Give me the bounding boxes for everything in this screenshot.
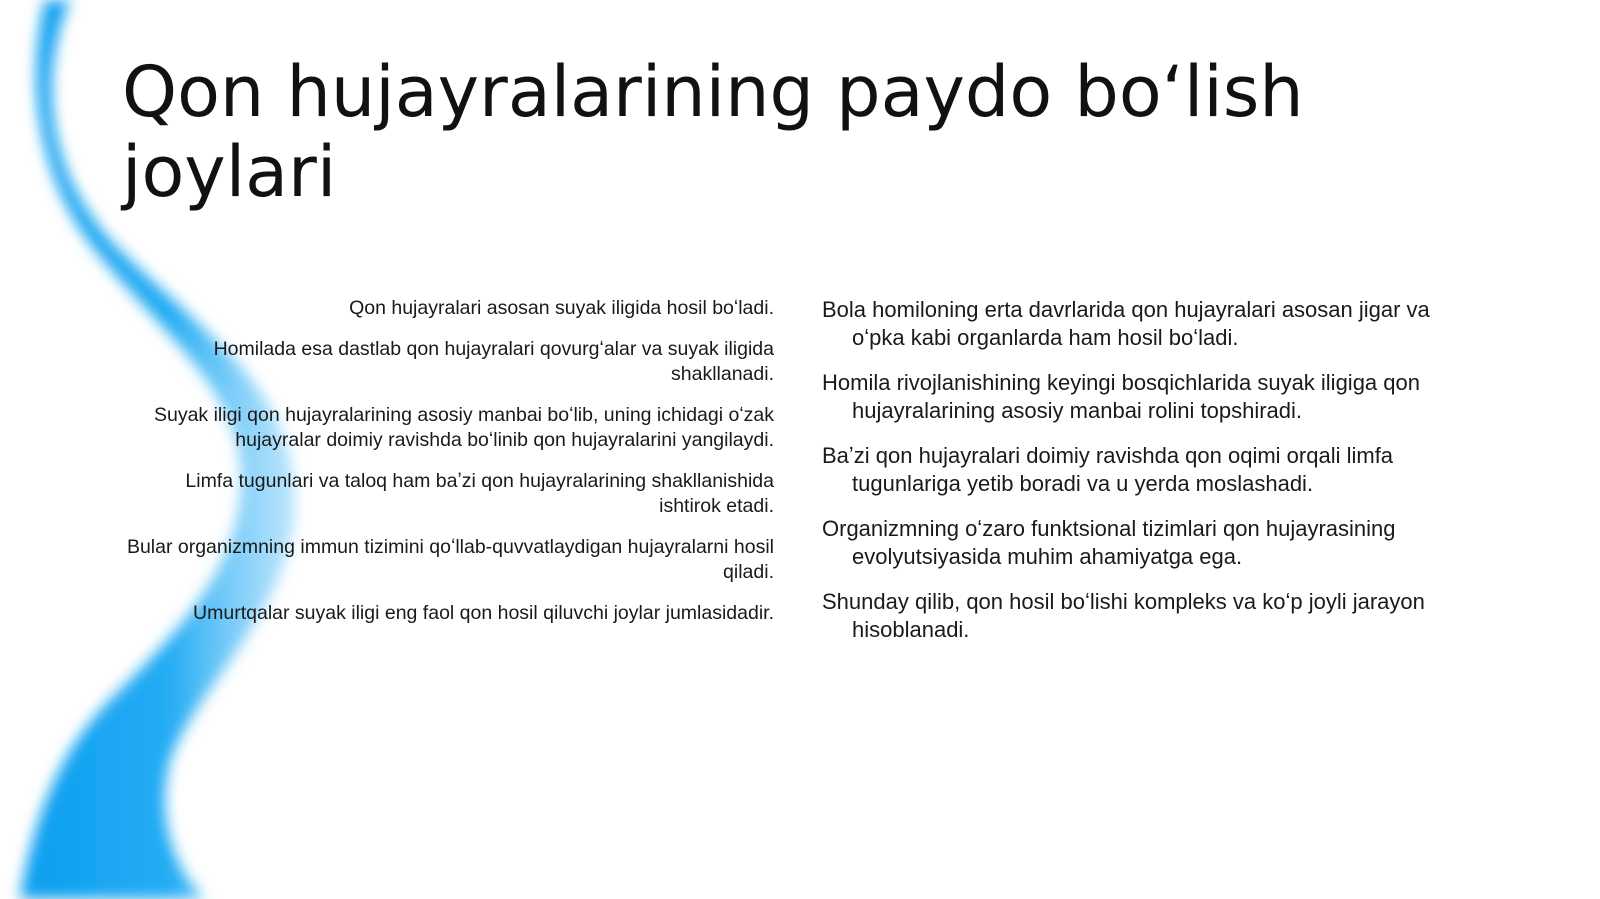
right-paragraph-1: Bola homiloning erta davrlarida qon hujayralari asosan jigar va oʻpka kabi organlarda ham hosil boʻladi.: [822, 297, 1430, 350]
left-paragraph-2: Homilada esa dastlab qon hujayralari qovurgʻalar va suyak iligida shakllanadi.: [213, 338, 774, 385]
left-paragraph-4: Limfa tugunlari va taloq ham baʼzi qon hujayralarining shakllanishida ishtirok etadi.: [185, 470, 774, 517]
left-paragraph-5: Bular organizmning immun tizimini qoʻllab-quvvatlaydigan hujayralarni hosil qiladi.: [126, 536, 774, 583]
left-paragraph-6: Umurtqalar suyak iligi eng faol qon hosil qiluvchi joylar jumlasidadir.: [193, 602, 774, 624]
right-paragraph-4: Organizmning oʻzaro funktsional tizimlari qon hujayrasining evolyutsiyasida muhim ahamiyatga ega.: [822, 516, 1396, 569]
right-paragraph-2: Homila rivojlanishining keyingi bosqichlarida suyak iligiga qon hujayralarining asosiy manbai rolini topshiradi.: [822, 370, 1420, 423]
left-paragraph-1: Qon hujayralari asosan suyak iligida hosil boʻladi.: [349, 297, 774, 319]
left-paragraph-3: Suyak iligi qon hujayralarining asosiy manbai boʻlib, uning ichidagi oʻzak hujayralar doimiy ravishda boʻlinib qon hujayralarini yangilaydi.: [153, 404, 774, 451]
right-text-column: [822, 296, 1482, 661]
right-paragraph-3: Baʼzi qon hujayralari doimiy ravishda qon oqimi orqali limfa tugunlariga yetib boradi va u yerda moslashadi.: [822, 443, 1394, 496]
left-text-column: [120, 296, 774, 642]
slide-title: Qon hujayralarining paydo boʻlish joylari: [122, 51, 1304, 213]
right-paragraph-5: Shunday qilib, qon hosil boʻlishi kompleks va koʻp joyli jarayon hisoblanadi.: [822, 589, 1425, 642]
